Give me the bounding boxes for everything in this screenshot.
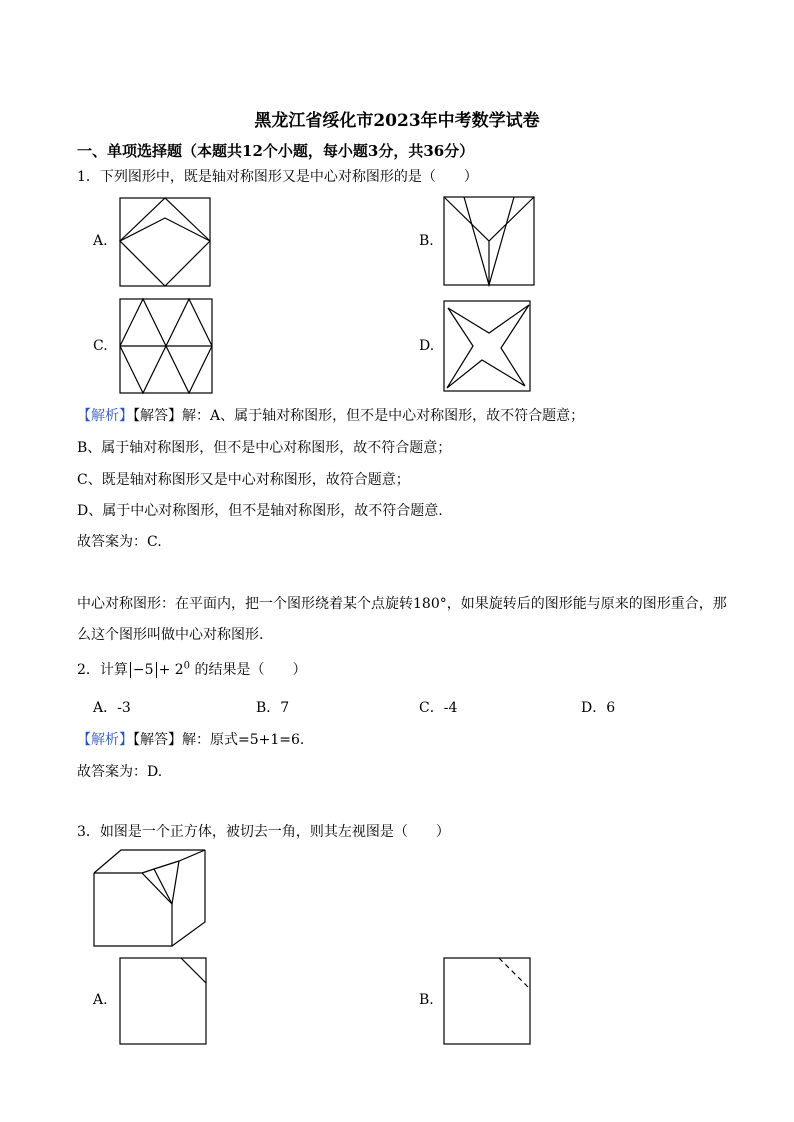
q1-analysis-line-2: B、属于轴对称图形，但不是中心对称图形，故不符合题意； — [77, 440, 452, 456]
question-1-stem: 1．下列图形中，既是轴对称图形又是中心对称图形的是（ ） — [77, 169, 478, 185]
q1-analysis-line-3: C、既是轴对称图形又是中心对称图形，故符合题意； — [77, 472, 410, 488]
q3-figure-b — [443, 957, 531, 1045]
q2-abs-value: −5 — [132, 662, 154, 678]
q2-plus-term: + 2 — [158, 662, 184, 678]
paper-title: 黑龙江省绥化市2023年中考数学试卷 — [254, 111, 540, 131]
q1-analysis-line-4: D、属于中心对称图形，但不是轴对称图形，故不符合题意. — [77, 503, 443, 519]
q1-option-a-label: A. — [93, 233, 108, 249]
q2-exponent: 0 — [183, 660, 191, 672]
q1-figure-a — [119, 197, 211, 287]
q2-suffix: 的结果是（ ） — [194, 662, 307, 678]
q2-answer: 故答案为：D. — [77, 764, 163, 780]
q3-cube-figure — [93, 849, 209, 947]
q1-option-c-label: C. — [93, 338, 108, 354]
q2-option-b: B．7 — [256, 700, 290, 716]
q1-analysis-text-1: 解：A、属于轴对称图形，但不是中心对称图形，故不符合题意； — [182, 408, 585, 424]
q2-option-a: A．-3 — [93, 700, 131, 716]
q1-answer: 故答案为：C. — [77, 534, 162, 550]
answer-tag: 【解答】 — [133, 408, 182, 424]
q1-note-line-1: 中心对称图形：在平面内，把一个图形绕着某个点旋转180°，如果旋转后的图形能与原来的图形重合，那 — [77, 596, 727, 612]
q2-analysis-line-1 — [77, 729, 304, 749]
question-3-stem: 3．如图是一个正方体，被切去一角，则其左视图是（ ） — [77, 824, 450, 840]
analysis-tag[interactable]: 【解析】 — [77, 732, 133, 748]
q2-analysis-text-1: 解：原式=5+1=6. — [182, 732, 305, 748]
q1-option-d-label: D. — [419, 338, 435, 354]
answer-tag: 【解答】 — [133, 732, 182, 748]
q3-option-b-label: B. — [419, 992, 434, 1008]
q1-figure-b — [443, 196, 535, 286]
q2-prefix: 2．计算 — [77, 662, 128, 678]
q1-figure-c — [119, 298, 213, 394]
analysis-tag[interactable]: 【解析】 — [77, 408, 133, 424]
q1-option-b-label: B. — [419, 233, 434, 249]
q1-analysis-line-1 — [77, 405, 584, 425]
q2-option-c: C．-4 — [419, 700, 458, 716]
q2-option-d: D．6 — [581, 700, 616, 716]
q2-abs-expression — [130, 662, 157, 678]
question-2-stem — [77, 659, 306, 679]
q3-figure-a — [119, 957, 207, 1045]
q1-figure-d — [443, 300, 531, 392]
q3-option-a-label: A. — [93, 992, 108, 1008]
q1-note-line-2: 么这个图形叫做中心对称图形. — [77, 627, 264, 643]
section-heading: 一、单项选择题（本题共12个小题，每小题3分，共36分） — [77, 142, 475, 160]
